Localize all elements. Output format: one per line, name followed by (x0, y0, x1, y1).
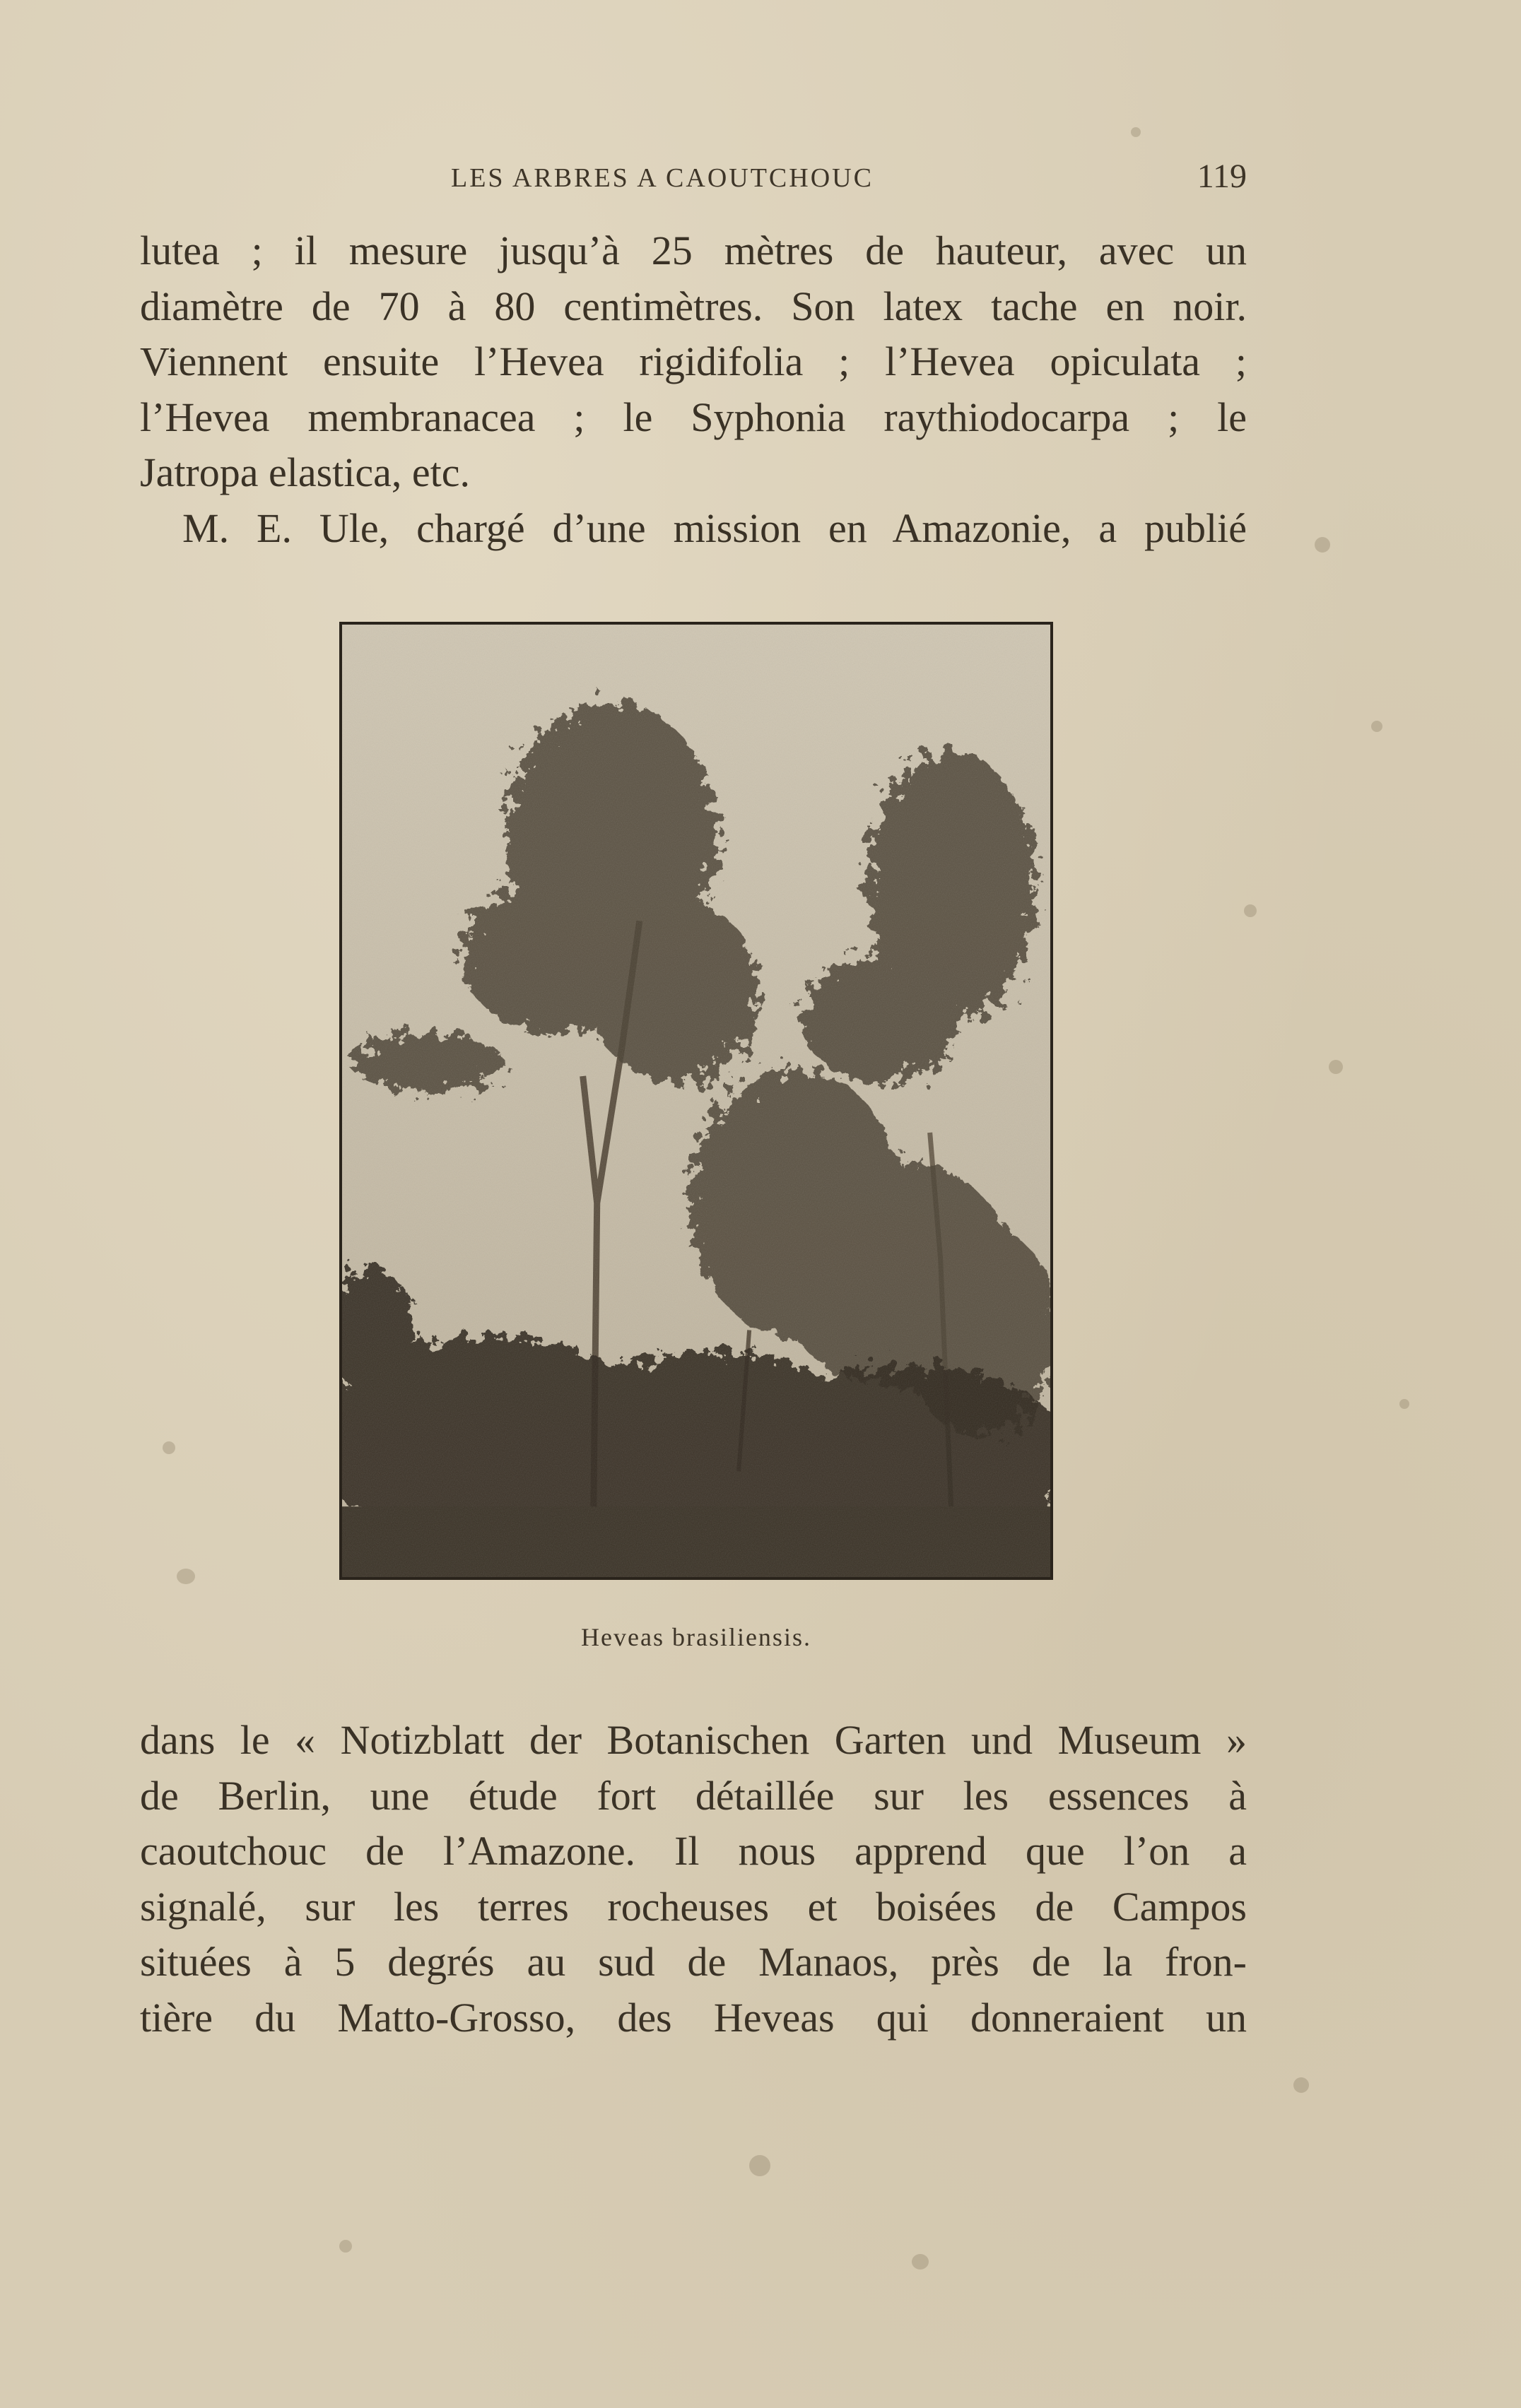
foxing-spot (1315, 537, 1330, 553)
foxing-spot (1399, 1399, 1409, 1409)
text-line: diamètre de 70 à 80 centimètres. Son latex tache en noir. (140, 283, 1247, 329)
tree-illustration (342, 625, 1050, 1577)
figure-caption: Heveas brasiliensis. (581, 1623, 811, 1651)
text-line: signalé, sur les terres rocheuses et boisées de Campos (140, 1883, 1247, 1930)
foxing-spot (177, 1569, 195, 1584)
foxing-spot (912, 2254, 929, 2270)
foxing-spot (1131, 127, 1141, 137)
foxing-spot (1329, 1060, 1343, 1074)
foxing-spot (1371, 721, 1382, 732)
text-line: lutea ; il mesure jusqu’à 25 mètres de hauteur, avec un (140, 228, 1247, 273)
text-line: Viennent ensuite l’Hevea rigidifolia ; l’Hevea opiculata ; (140, 338, 1247, 384)
paragraph-top (140, 223, 1247, 556)
tree-photograph (339, 622, 1053, 1580)
foxing-spot (1293, 2077, 1309, 2093)
page-header (140, 157, 1247, 199)
text-line: dans le « Notizblatt der Botanischen Garten und Museum » (140, 1717, 1247, 1763)
text-line: caoutchouc de l’Amazone. Il nous apprend que l’on a (140, 1828, 1247, 1874)
text-line: Jatropa elastica, etc. (140, 449, 470, 495)
text-line: M. E. Ule, chargé d’une mission en Amazonie, a publié (182, 504, 1247, 551)
page-number: 119 (1197, 158, 1247, 195)
text-line: de Berlin, une étude fort détaillée sur les essences à (140, 1772, 1247, 1819)
foxing-spot (749, 2155, 770, 2176)
running-title: LES ARBRES A CAOUTCHOUC (451, 163, 874, 193)
text-line: l’Hevea membranacea ; le Syphonia raythiodocarpa ; le (140, 394, 1247, 440)
foxing-spot (163, 1441, 175, 1454)
text-line: tière du Matto-Grosso, des Heveas qui donneraient un (140, 1994, 1247, 2041)
foxing-spot (1244, 904, 1257, 917)
text-line: situées à 5 degrés au sud de Manaos, près de la fron- (140, 1939, 1247, 1985)
foxing-spot (339, 2240, 352, 2253)
paragraph-bottom (140, 1713, 1247, 2046)
